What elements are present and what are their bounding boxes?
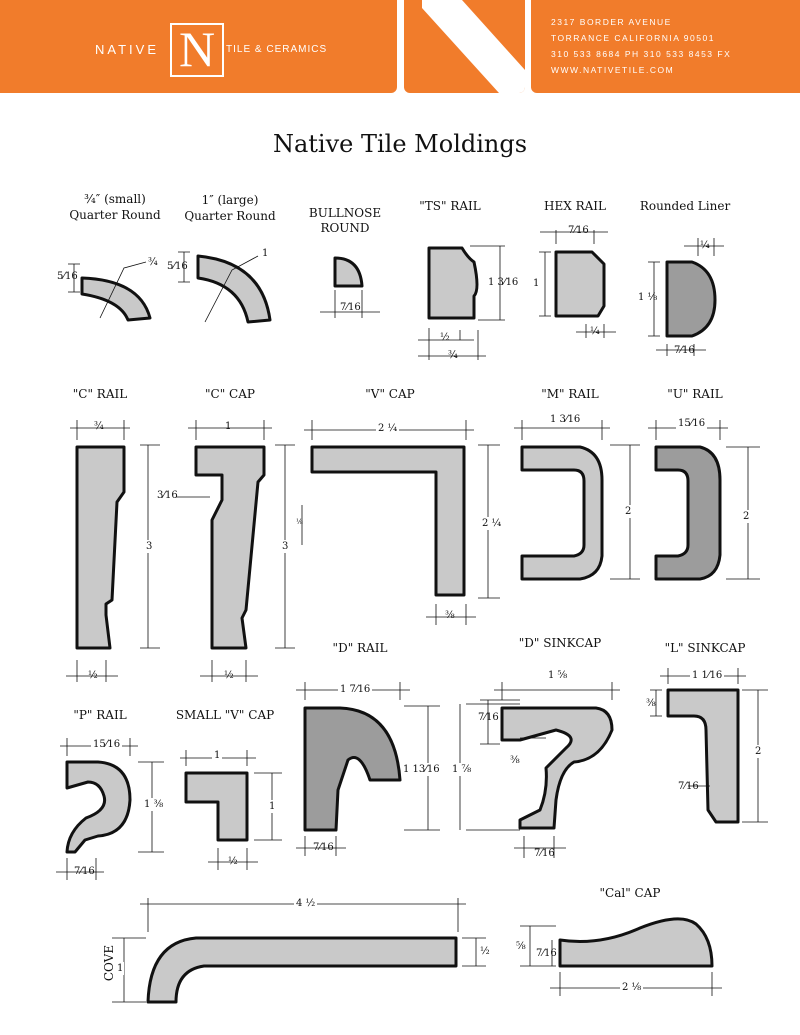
dim-d-rail-b: 7⁄16 (313, 842, 334, 853)
dim-d-sinkcap-h: 1 ⅞ (452, 764, 472, 775)
label-m-rail: "M" RAIL (541, 387, 599, 401)
label-c-rail: "C" RAIL (72, 387, 128, 401)
label-qr-small-2: Quarter Round (69, 208, 161, 222)
dim-bullnose-a: 7⁄16 (340, 302, 361, 313)
label-small-v-cap: SMALL "V" CAP (175, 708, 275, 722)
dim-d-sinkcap-a: 7⁄16 (478, 712, 499, 723)
dim-cove-h: 1 (117, 963, 124, 974)
label-bullnose-2: ROUND (320, 221, 370, 235)
dim-small-v-w: 1 (214, 750, 221, 761)
address-line-2: TORRANCE CALIFORNIA 90501 (551, 33, 715, 43)
dim-qr-small-a: 5⁄16 (57, 271, 78, 282)
profile-cove (148, 938, 456, 1002)
dim-d-rail-h: 1 13⁄16 (403, 764, 440, 775)
dim-ts-b: ¾ (448, 350, 458, 361)
profile-hex-rail (556, 252, 604, 316)
dim-c-cap-h: 3 (282, 541, 289, 552)
dim-qr-large-b: 1 (262, 248, 269, 259)
dim-hex-h: 1 (533, 278, 540, 289)
profile-m-rail (522, 447, 602, 579)
dim-c-rail-h: 3 (146, 541, 153, 552)
label-qr-small-1: ¾″ (small) (84, 192, 146, 206)
dim-l-sinkcap-b: 7⁄16 (678, 781, 699, 792)
logo-letter: N (178, 21, 216, 77)
dim-p-rail-w: 15⁄16 (93, 739, 121, 750)
label-ts-rail: "TS" RAIL (419, 199, 481, 213)
dim-m-rail-w: 1 3⁄16 (550, 414, 581, 425)
dim-l-sinkcap-h: 2 (755, 746, 762, 757)
profile-bullnose (335, 258, 362, 286)
profile-l-sinkcap (668, 690, 738, 822)
label-qr-large-2: Quarter Round (184, 209, 276, 223)
label-rounded-liner: Rounded Liner (639, 199, 731, 213)
label-u-rail: "U" RAIL (667, 387, 723, 401)
brand-name-left: NATIVE (95, 42, 159, 57)
dim-m-rail-h: 2 (625, 506, 632, 517)
dim-qr-small-b: ¾ (148, 257, 158, 268)
brand-name-right: TILE & CERAMICS (226, 44, 328, 55)
dim-v-cap-b: ⅜ (445, 610, 455, 621)
label-d-sinkcap: "D" SINKCAP (518, 636, 602, 650)
label-bullnose-1: BULLNOSE (308, 206, 382, 220)
dim-c-cap-b: ½ (224, 670, 234, 681)
label-hex-rail: HEX RAIL (544, 199, 606, 213)
dim-l-sinkcap-w: 1 1⁄16 (692, 670, 723, 681)
dim-hex-b: ¼ (590, 326, 600, 337)
dim-d-sinkcap-b: 7⁄16 (534, 848, 555, 859)
dim-v-cap-w: 2 ¼ (378, 423, 398, 434)
dim-v-cap-side: ⅛ (296, 518, 303, 526)
profile-v-cap (312, 447, 464, 595)
dim-u-rail-h: 2 (743, 511, 750, 522)
dim-cove-w: 4 ½ (296, 898, 316, 909)
website-link[interactable]: WWW.NATIVETILE.COM (551, 65, 675, 75)
profile-d-rail (305, 708, 400, 830)
dim-small-v-b: ½ (228, 856, 238, 867)
dim-c-cap-w: 1 (225, 421, 232, 432)
address-line-1: 2317 BORDER AVENUE (551, 17, 672, 27)
dim-cal-w: 2 ⅛ (622, 982, 642, 993)
dim-ts-a: ½ (440, 332, 450, 343)
profile-u-rail (656, 447, 720, 579)
dim-ts-h: 1 3⁄16 (488, 277, 519, 288)
profile-small-v-cap (186, 773, 247, 840)
phone-line: 310 533 8684 PH 310 533 8453 FX (551, 49, 732, 59)
dim-c-rail-b: ½ (88, 670, 98, 681)
label-cal-cap: "Cal" CAP (599, 886, 661, 900)
profile-c-cap (196, 447, 264, 648)
profile-d-sinkcap (502, 708, 612, 828)
dim-cal-b: 7⁄16 (536, 948, 557, 959)
dim-p-rail-h: 1 ⅜ (144, 799, 164, 810)
profile-c-rail (77, 447, 124, 648)
label-qr-large-1: 1″ (large) (201, 193, 259, 207)
dim-u-rail-w: 15⁄16 (678, 418, 706, 429)
dim-l-sinkcap-a: ⅜ (646, 698, 656, 709)
dim-liner-top: ¼ (700, 240, 710, 251)
dim-d-sinkcap-w: 1 ⅝ (548, 670, 568, 681)
dim-c-rail-w: ¾ (94, 421, 104, 432)
label-v-cap: "V" CAP (365, 387, 415, 401)
label-c-cap: "C" CAP (205, 387, 255, 401)
profile-ts-rail (429, 248, 477, 318)
label-l-sinkcap: "L" SINKCAP (664, 641, 746, 655)
label-d-rail: "D" RAIL (332, 641, 388, 655)
dim-liner-b: 7⁄16 (674, 345, 695, 356)
dim-liner-h: 1 ⅛ (638, 292, 658, 303)
dim-small-v-h: 1 (269, 801, 276, 812)
label-p-rail: "P" RAIL (73, 708, 127, 722)
dim-cal-a: ⅝ (516, 941, 526, 952)
profile-cal-cap (560, 919, 712, 966)
dim-p-rail-b: 7⁄16 (74, 866, 95, 877)
label-cove: COVE (102, 944, 116, 982)
dim-hex-top: 7⁄16 (568, 225, 589, 236)
profile-qr-large (198, 256, 270, 322)
dim-qr-large-a: 5⁄16 (167, 261, 188, 272)
profile-p-rail (67, 762, 130, 852)
page-title: Native Tile Moldings (272, 130, 528, 158)
dim-d-rail-w: 1 7⁄16 (340, 684, 371, 695)
profile-rounded-liner (667, 262, 715, 336)
dim-cove-side: ½ (480, 946, 490, 957)
dim-d-sinkcap-c: ⅜ (510, 755, 520, 766)
dim-c-cap-side: 3⁄16 (157, 490, 178, 501)
dim-v-cap-h: 2 ¼ (482, 518, 502, 529)
